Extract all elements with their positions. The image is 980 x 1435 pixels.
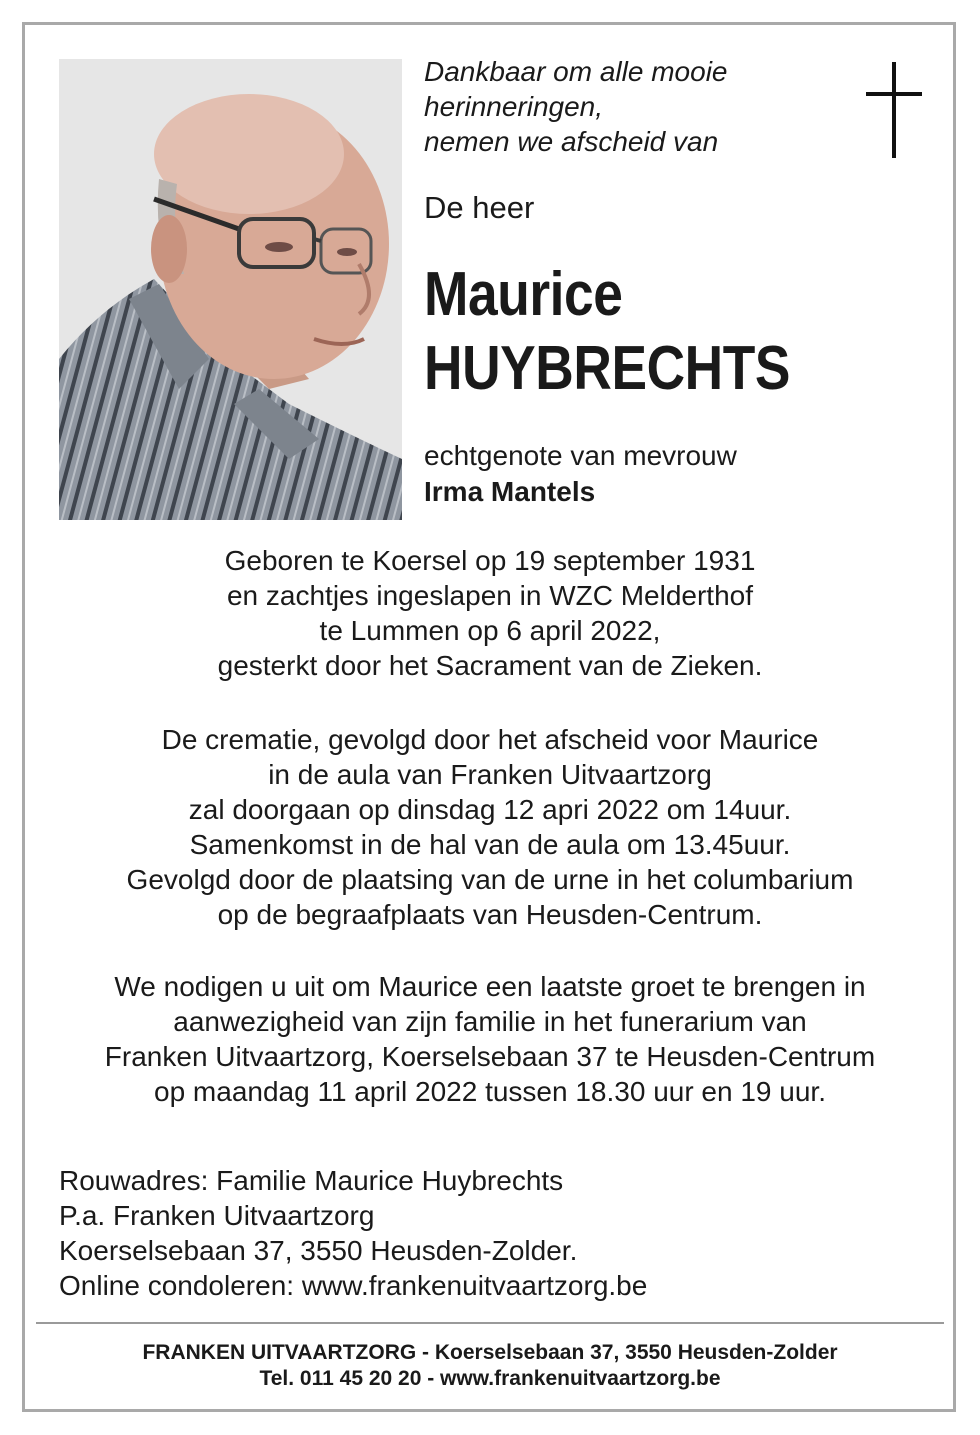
- first-name: Maurice: [424, 260, 623, 329]
- paragraph-line: De crematie, gevolgd door het afscheid voor Maurice: [161, 724, 819, 755]
- portrait-illustration: [59, 59, 402, 520]
- footer-line: Tel. 011 45 20 20 - www.frankenuitvaartzorg.be: [259, 1367, 721, 1390]
- intro-line: nemen we afscheid van: [424, 126, 719, 157]
- ceremony-paragraph: [30, 722, 950, 932]
- portrait-photo: [59, 59, 402, 520]
- address-line: Koerselsebaan 37, 3550 Heusden-Zolder.: [59, 1235, 578, 1266]
- deceased-name: [424, 258, 790, 406]
- paragraph-line: op de begraafplaats van Heusden-Centrum.: [217, 899, 763, 930]
- birth-death-paragraph: [30, 543, 950, 683]
- paragraph-line: We nodigen u uit om Maurice een laatste groet te brengen in: [114, 971, 866, 1002]
- paragraph-line: in de aula van Franken Uitvaartzorg: [268, 759, 712, 790]
- intro-line: Dankbaar om alle mooie: [424, 56, 728, 87]
- paragraph-line: aanwezigheid van zijn familie in het funerarium van: [173, 1006, 807, 1037]
- spouse-block: [424, 438, 737, 510]
- honorific: De heer: [424, 190, 535, 225]
- paragraph-line: Geboren te Koersel op 19 september 1931: [224, 545, 756, 576]
- intro-line: herinneringen,: [424, 91, 604, 122]
- address-line: P.a. Franken Uitvaartzorg: [59, 1200, 375, 1231]
- paragraph-line: te Lummen op 6 april 2022,: [319, 615, 661, 646]
- spouse-name: Irma Mantels: [424, 476, 596, 507]
- cross-icon: [866, 62, 922, 158]
- paragraph-line: Samenkomst in de hal van de aula om 13.45uur.: [189, 829, 791, 860]
- address-line: Rouwadres: Familie Maurice Huybrechts: [59, 1165, 564, 1196]
- last-name: HUYBRECHTS: [424, 334, 791, 403]
- paragraph-line: op maandag 11 april 2022 tussen 18.30 uur en 19 uur.: [154, 1076, 826, 1107]
- footer-divider: [36, 1322, 944, 1324]
- footer-line: FRANKEN UITVAARTZORG - Koerselsebaan 37, 3550 Heusden-Zolder: [142, 1341, 838, 1364]
- condolence-address: [59, 1163, 647, 1303]
- address-line: Online condoleren: www.frankenuitvaartzorg.be: [59, 1270, 648, 1301]
- paragraph-line: Gevolgd door de plaatsing van de urne in het columbarium: [126, 864, 854, 895]
- visitation-paragraph: [30, 969, 950, 1109]
- paragraph-line: zal doorgaan op dinsdag 12 apri 2022 om 14uur.: [188, 794, 792, 825]
- paragraph-line: gesterkt door het Sacrament van de Zieken.: [217, 650, 763, 681]
- intro-text: [424, 54, 824, 159]
- paragraph-line: Franken Uitvaartzorg, Koerselsebaan 37 te Heusden-Centrum: [104, 1041, 876, 1072]
- relation-text: echtgenote van mevrouw: [424, 440, 737, 471]
- paragraph-line: en zachtjes ingeslapen in WZC Melderthof: [226, 580, 754, 611]
- funeral-home-footer: [30, 1340, 950, 1392]
